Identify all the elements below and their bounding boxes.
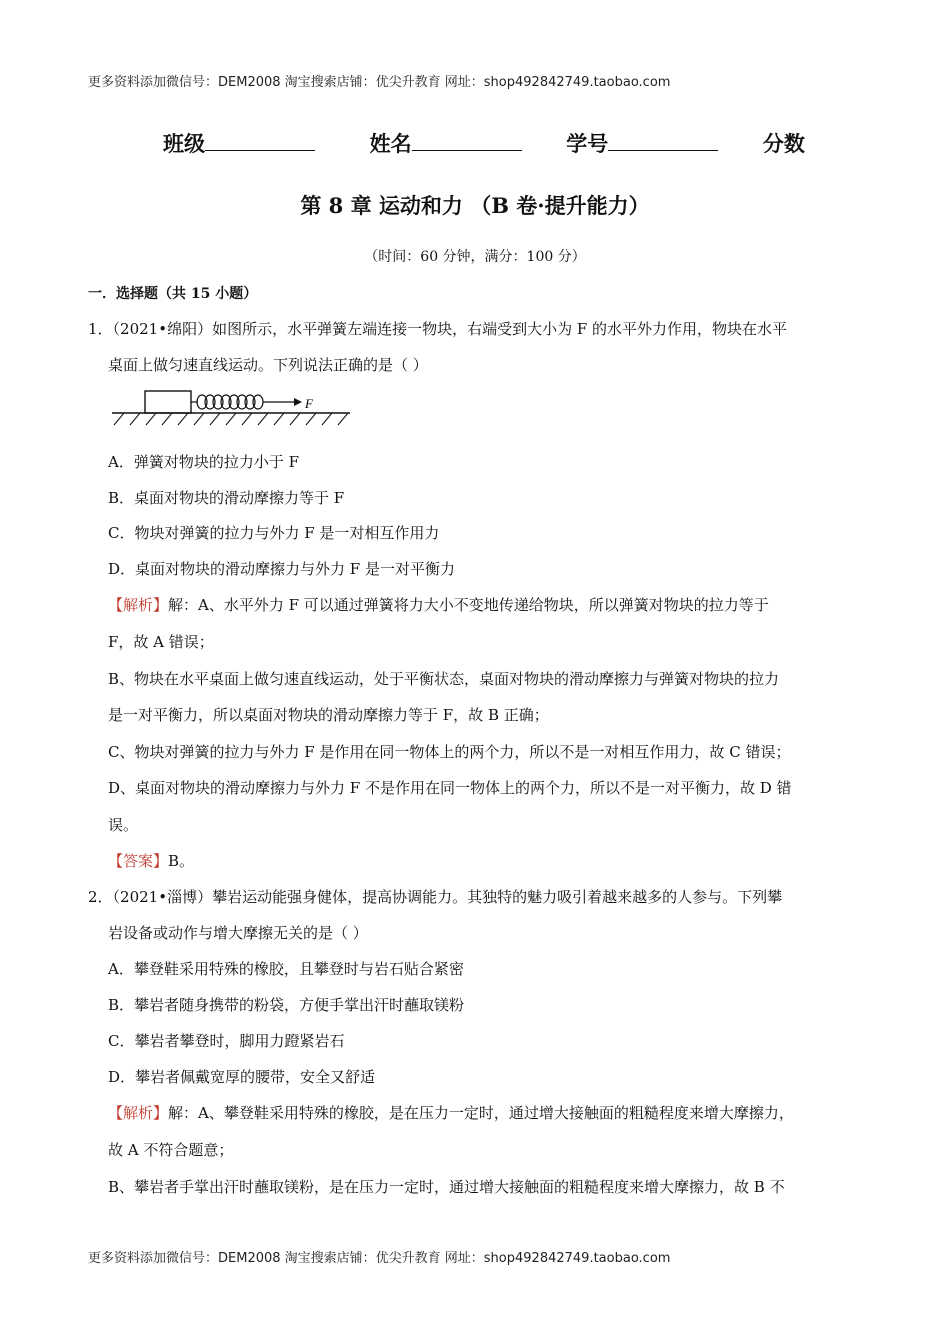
- q1-option-c: C．物块对弹簧的拉力与外力 F 是一对相互作用力: [108, 524, 440, 542]
- q1-stem-line: 1．（2021•绵阳）如图所示，水平弹簧左端连接一物块，右端受到大小为 F 的水平外力作用，物块在水平: [88, 320, 788, 338]
- student-info-row: [163, 128, 805, 158]
- q1-analysis-line: D、桌面对物块的滑动摩擦力与外力 F 不是作用在同一物体上的两个力，所以不是一对平衡力，故 D 错: [108, 779, 792, 797]
- section-heading: 一．选择题（共 15 小题）: [88, 286, 258, 302]
- class-label: 班级: [163, 132, 205, 156]
- q1-analysis-line: 误。: [108, 816, 139, 834]
- q2-analysis-line: 故 A 不符合题意；: [108, 1141, 234, 1159]
- q1-answer: 【答案】B。: [108, 852, 195, 870]
- ground-hatching: [114, 413, 348, 425]
- q1-analysis-line: C、物块对弹簧的拉力与外力 F 是作用在同一物体上的两个力，所以不是一对相互作用力，故 C 错误；: [108, 743, 791, 761]
- q2-option-c: C．攀岩者攀登时，脚用力蹬紧岩石: [108, 1032, 345, 1050]
- analysis-tag: 【解析】: [108, 1104, 169, 1122]
- name-blank: [412, 132, 522, 151]
- q2-option-a: A．攀登鞋采用特殊的橡胶，且攀登时与岩石贴合紧密: [108, 960, 464, 978]
- exam-subtitle: （时间：60 分钟，满分：100 分）: [364, 249, 586, 265]
- q1-option-d: D．桌面对物块的滑动摩擦力与外力 F 是一对平衡力: [108, 560, 455, 578]
- q1-analysis-first-line: 【解析】解：A、水平外力 F 可以通过弹簧将力大小不变地传递给物块，所以弹簧对物块的拉力等于: [108, 596, 769, 614]
- page-header: 更多资料添加微信号：DEM2008 淘宝搜索店铺：优尖升教育 网址：shop492842749.taobao.com: [88, 75, 671, 90]
- analysis-tag: 【解析】: [108, 596, 169, 614]
- q2-option-b: B．攀岩者随身携带的粉袋，方便手掌出汗时蘸取镁粉: [108, 996, 465, 1014]
- id-label: 学号: [566, 132, 609, 156]
- block-shape: [145, 391, 191, 413]
- spring-block-figure: [110, 385, 355, 431]
- spring-coils: [191, 395, 294, 409]
- id-blank: [608, 132, 718, 151]
- q1-option-b: B．桌面对物块的滑动摩擦力等于 F: [108, 489, 345, 507]
- q1-analysis-line: B、物块在水平桌面上做匀速直线运动，处于平衡状态，桌面对物块的滑动摩擦力与弹簧对物块的拉力: [108, 670, 780, 688]
- q1-option-a: A．弹簧对物块的拉力小于 F: [108, 453, 300, 471]
- force-label: F: [305, 396, 313, 411]
- page-footer: 更多资料添加微信号：DEM2008 淘宝搜索店铺：优尖升教育 网址：shop492842749.taobao.com: [88, 1251, 671, 1266]
- chapter-title: 第 8 章 运动和力 （B 卷·提升能力）: [300, 193, 650, 218]
- name-label: 姓名: [369, 132, 412, 156]
- force-arrowhead: [294, 398, 302, 406]
- q2-stem-line: 岩设备或动作与增大摩擦无关的是（ ）: [108, 924, 368, 942]
- answer-tag: 【答案】: [108, 852, 169, 870]
- score-label: 分数: [762, 132, 805, 156]
- q1-analysis-line: 是一对平衡力，所以桌面对物块的滑动摩擦力等于 F，故 B 正确；: [108, 706, 549, 724]
- q2-stem-line: 2．（2021•淄博）攀岩运动能强身健体，提高协调能力。其独特的魅力吸引着越来越多的人参与。下列攀: [88, 888, 783, 906]
- q1-stem-line: 桌面上做匀速直线运动。下列说法正确的是（ ）: [108, 356, 428, 374]
- class-blank: [205, 132, 315, 151]
- q2-analysis-first-line: 【解析】解：A、攀登鞋采用特殊的橡胶，是在压力一定时，通过增大接触面的粗糙程度来增大摩擦力，: [108, 1104, 794, 1122]
- q1-analysis-line: F，故 A 错误；: [108, 633, 214, 651]
- q2-analysis-line: B、攀岩者手掌出汗时蘸取镁粉，是在压力一定时，通过增大接触面的粗糙程度来增大摩擦力，故 B 不: [108, 1178, 785, 1196]
- q2-option-d: D．攀岩者佩戴宽厚的腰带，安全又舒适: [108, 1068, 376, 1086]
